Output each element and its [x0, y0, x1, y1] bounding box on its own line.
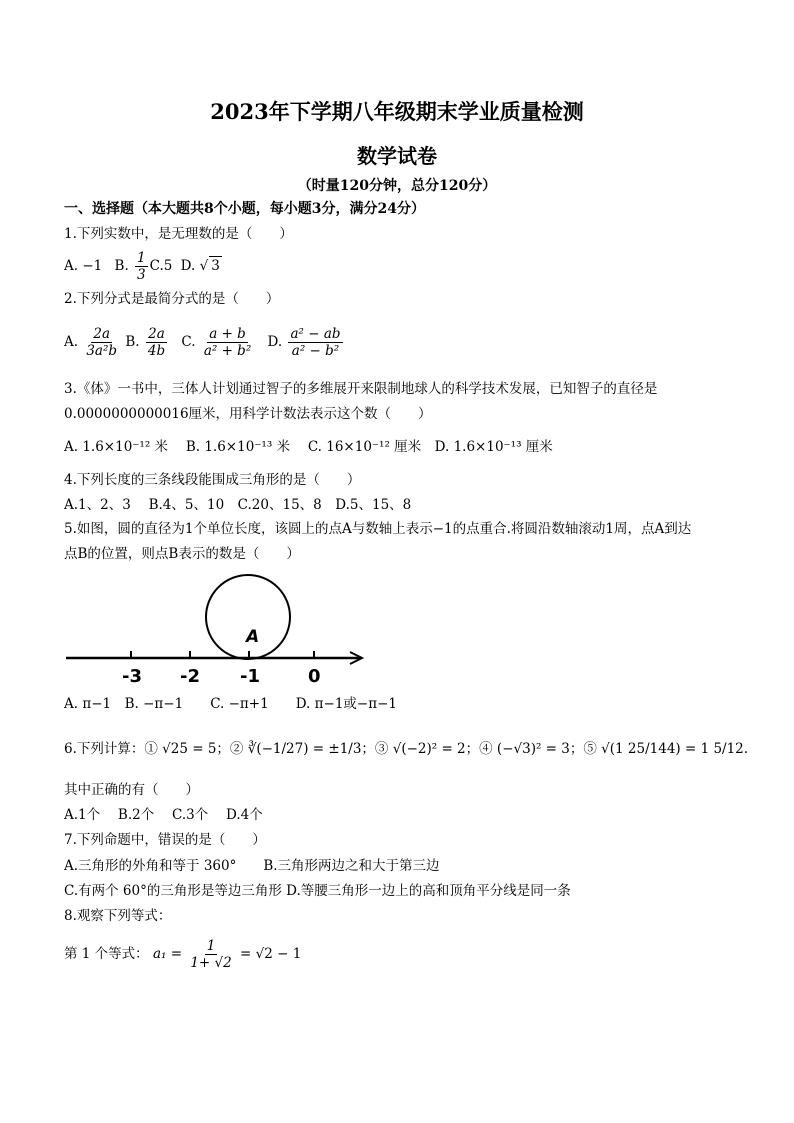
q1-stem: 1.下列实数中，是无理数的是（ ）: [64, 226, 293, 242]
q2-options: [64, 326, 345, 359]
point-a-label: A: [246, 627, 260, 647]
q8-eq-lhs: a₁ =: [152, 946, 183, 962]
q3-stem-line1: 3.《体》一书中，三体人计划通过智子的多维展开来限制地球人的科学技术发展，已知智子的直径是: [64, 381, 658, 397]
q2-d-denominator: a² − b²: [291, 343, 340, 359]
q2-a-denominator: 3a²b: [86, 343, 118, 359]
section-heading: 一、选择题（本大题共8个小题，每小题3分，满分24分）: [64, 201, 425, 217]
q8-eq-fraction: [188, 938, 233, 971]
tick-label-neg2: -2: [180, 666, 200, 687]
q6-question: 其中正确的有（ ）: [64, 782, 199, 798]
q2-option-b-fraction: [146, 326, 167, 359]
q2-c-denominator: a² + b²: [203, 343, 252, 359]
tick-label-neg1: -1: [240, 666, 260, 687]
q8-eq-denominator: 1+ √2: [190, 955, 232, 971]
q2-c-numerator: a + b: [209, 326, 246, 342]
q2-option-c-label: C.: [181, 334, 196, 350]
q5-stem-line1: 5.如图，圆的直径为1个单位长度，该圆上的点A与数轴上表示−1的点重合.将圆沿数轴滚动1周，点A到达: [64, 521, 692, 537]
q8-eq-rhs: = √2 − 1: [240, 946, 302, 962]
q2-option-d-label: D.: [267, 334, 283, 350]
q2-option-a-fraction: [84, 326, 119, 359]
q2-option-b-label: B.: [125, 334, 140, 350]
q7-options-cd: C.有两个 60°的三角形是等边三角形 D.等腰三角形一边上的高和顶角平分线是同一条: [64, 883, 571, 899]
q4-stem: 4.下列长度的三条线段能围成三角形的是（ ）: [64, 472, 361, 488]
q1-option-b-fraction: [135, 250, 148, 283]
q1-b-denominator: 3: [137, 267, 146, 283]
q4-options: A.1、2、3 B.4、5、10 C.20、15、8 D.5、15、8: [64, 497, 412, 513]
exam-time-note: （时量120分钟，总分120分）: [297, 178, 497, 194]
exam-title: 2023年下学期八年级期末学业质量检测: [210, 99, 584, 124]
q1-option-b-label: B.: [114, 258, 129, 274]
number-line-figure: [60, 570, 380, 690]
tick-label-neg3: -3: [122, 666, 142, 687]
q2-b-denominator: 4b: [147, 343, 166, 359]
q1-options: [64, 250, 222, 283]
tick-label-0: 0: [308, 666, 321, 687]
q6-options: A.1个 B.2个 C.3个 D.4个: [64, 807, 263, 823]
q2-d-numerator: a² − ab: [290, 326, 341, 342]
q2-option-d-fraction: [288, 326, 342, 359]
q8-eq-numerator: 1: [206, 938, 216, 954]
exam-subtitle: 数学试卷: [357, 144, 437, 168]
sqrt-icon: √: [199, 258, 209, 274]
q5-stem-line2: 点B的位置，则点B表示的数是（ ）: [64, 546, 300, 562]
q3-stem-line2: 0.0000000000016厘米，用科学计数法表示这个数（ ）: [64, 406, 432, 422]
q1-option-d-radicand: 3: [211, 258, 220, 274]
q7-stem: 7.下列命题中，错误的是（ ）: [64, 832, 266, 848]
q6-stem: 6.下列计算：① √25 = 5；② ∛(−1/27) = ±1/3；③ √(−2)² = 2；④ (−√3)² = 3；⑤ √(1 25/144) = 1 5/12.: [64, 741, 749, 757]
q7-options-ab: A.三角形的外角和等于 360° B.三角形两边之和大于第三边: [64, 858, 440, 874]
q2-a-numerator: 2a: [93, 326, 111, 342]
q1-option-a: A. −1: [64, 258, 103, 274]
q1-option-c: C.5: [149, 258, 173, 274]
q8-stem: 8.观察下列等式：: [64, 908, 172, 924]
q1-option-d-label: D.: [180, 258, 196, 274]
q3-options: A. 1.6×10⁻¹² 米 B. 1.6×10⁻¹³ 米 C. 16×10⁻¹² 厘米 D. 1.6×10⁻¹³ 厘米: [64, 439, 553, 455]
q2-option-c-fraction: [202, 326, 253, 359]
q2-b-numerator: 2a: [148, 326, 165, 342]
q8-equation-1: [64, 938, 301, 971]
q2-stem: 2.下列分式是最简分式的是（ ）: [64, 291, 280, 307]
q1-b-numerator: 1: [137, 250, 146, 266]
q5-options: A. π−1 B. −π−1 C. −π+1 D. π−1或−π−1: [64, 696, 397, 712]
q8-eq-label: 第 1 个等式：: [64, 946, 149, 962]
q2-option-a-label: A.: [64, 334, 79, 350]
